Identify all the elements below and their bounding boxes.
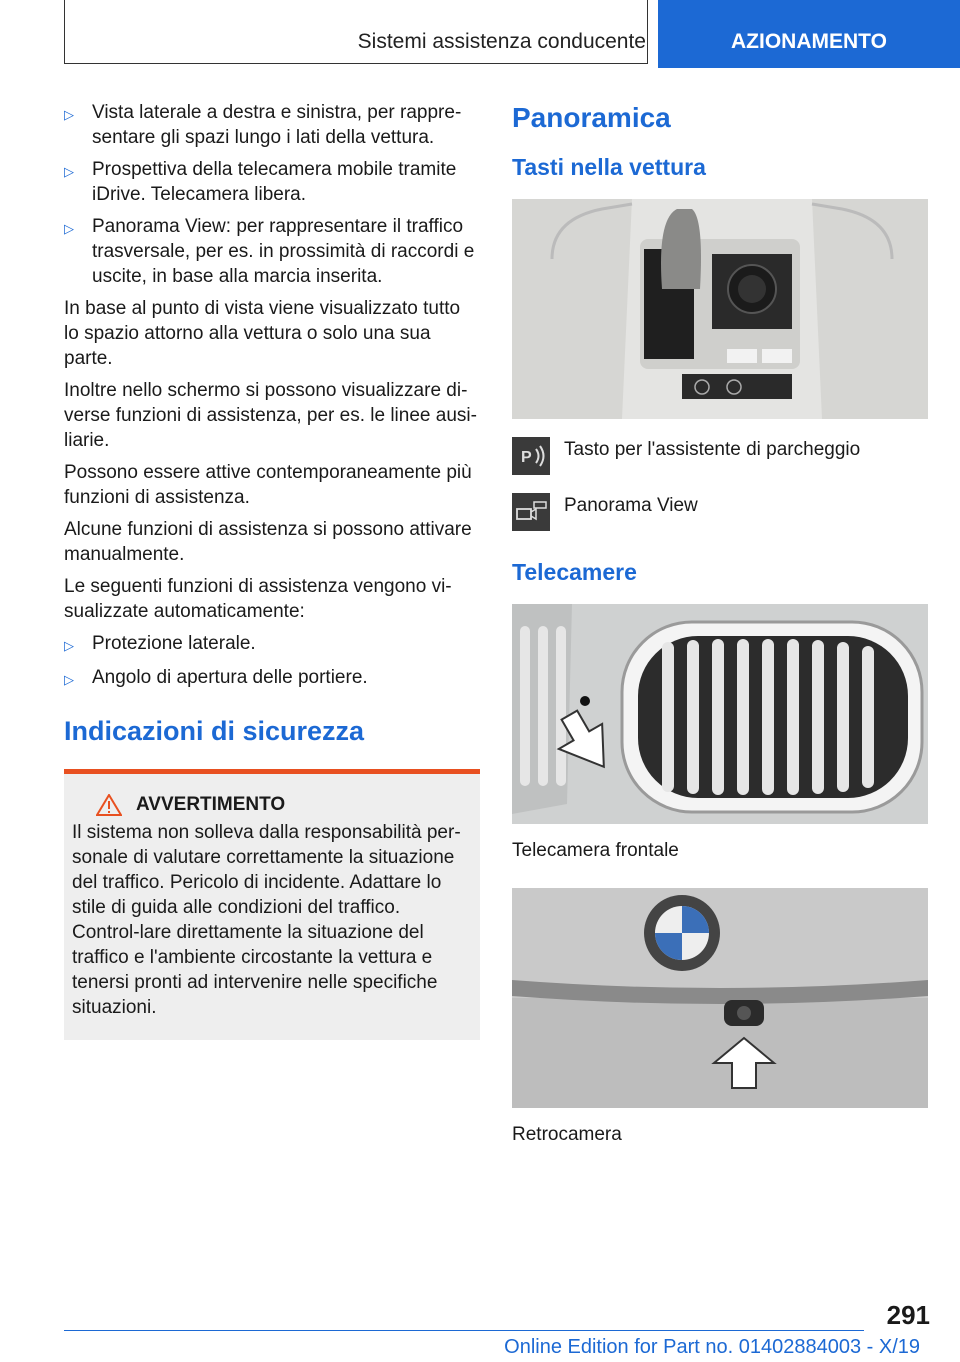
key-row-panorama-view (512, 493, 928, 531)
footer-edition: Online Edition for Part no. 01402884003 - X/19 (504, 1336, 920, 1358)
key-row-park-assist (512, 437, 928, 475)
list-item: ▷ Panorama View: per rappresentare il traffico trasversale, per es. in prossimità di raccordi e uscite, in base alla marcia inserita. (64, 216, 475, 287)
caption-rear-camera: Retrocamera (512, 1124, 622, 1145)
paragraph: Alcune funzioni di assistenza si possono attivare manualmente. (64, 519, 472, 565)
caption-front-camera: Telecamera frontale (512, 840, 679, 861)
list-item: ▷ Protezione laterale. (64, 631, 480, 658)
center-console-image (512, 199, 928, 419)
warning-header (72, 794, 472, 816)
list-item: ▷ Vista laterale a destra e sinistra, per rappre-sentare gli spazi lungo i lati della vettura. (64, 102, 462, 148)
footer-divider (64, 1330, 864, 1331)
triangle-bullet-icon: ▷ (64, 672, 74, 687)
triangle-bullet-icon: ▷ (64, 164, 74, 179)
paragraph: Inoltre nello schermo si possono visualizzare di-verse funzioni di assistenza, per es. le linee ausi-liarie. (64, 380, 477, 451)
key-label: Tasto per l'assistente di parcheggio (564, 439, 861, 460)
list-item: ▷ Prospettiva della telecamera mobile tramite iDrive. Telecamera libera. (64, 159, 457, 205)
warning-box (64, 769, 480, 1040)
triangle-bullet-icon: ▷ (64, 638, 74, 653)
paragraph: Possono essere attive contemporaneamente più funzioni di assistenza. (64, 462, 472, 508)
key-label: Panorama View (564, 495, 698, 516)
svg-text:P: P (521, 449, 532, 466)
warning-title: AVVERTIMENTO (136, 794, 286, 815)
keys-subheading: Tasti nella vettura (512, 154, 706, 180)
warning-triangle-icon (96, 794, 122, 816)
safety-heading: Indicazioni di sicurezza (64, 716, 365, 746)
triangle-bullet-icon: ▷ (64, 107, 74, 122)
list-item: ▷ Angolo di apertura delle portiere. (64, 665, 480, 692)
header-section-title: Sistemi assistenza conducente (357, 30, 646, 53)
rear-camera-image (512, 888, 928, 1108)
warning-text: Il sistema non solleva dalla responsabilità per-sonale di valutare correttamente la situazione del traffico. Pericolo di incidente. Adattare lo stile di guida alle condizioni del traffico. Control-lare direttamente la situazione del traffico e l'ambiente circostante la vettura e tenersi pronti ad intervenire nelle specifiche situazioni. (72, 822, 461, 1018)
header-chapter-tab[interactable]: AZIONAMENTO (658, 0, 960, 68)
paragraph: In base al punto di vista viene visualizzato tutto lo spazio attorno alla vettura o solo una sua parte. (64, 298, 461, 369)
front-camera-image (512, 604, 928, 824)
right-column (512, 100, 928, 1146)
left-column (64, 100, 480, 1040)
overview-heading: Panoramica (512, 102, 671, 133)
paragraph: Le seguenti funzioni di assistenza vengono vi-sualizzate automaticamente: (64, 576, 452, 622)
panorama-view-icon (512, 493, 550, 531)
triangle-bullet-icon: ▷ (64, 221, 74, 236)
park-assist-icon (512, 437, 550, 475)
cameras-subheading: Telecamere (512, 559, 637, 585)
page-number: 291 (886, 1300, 930, 1330)
